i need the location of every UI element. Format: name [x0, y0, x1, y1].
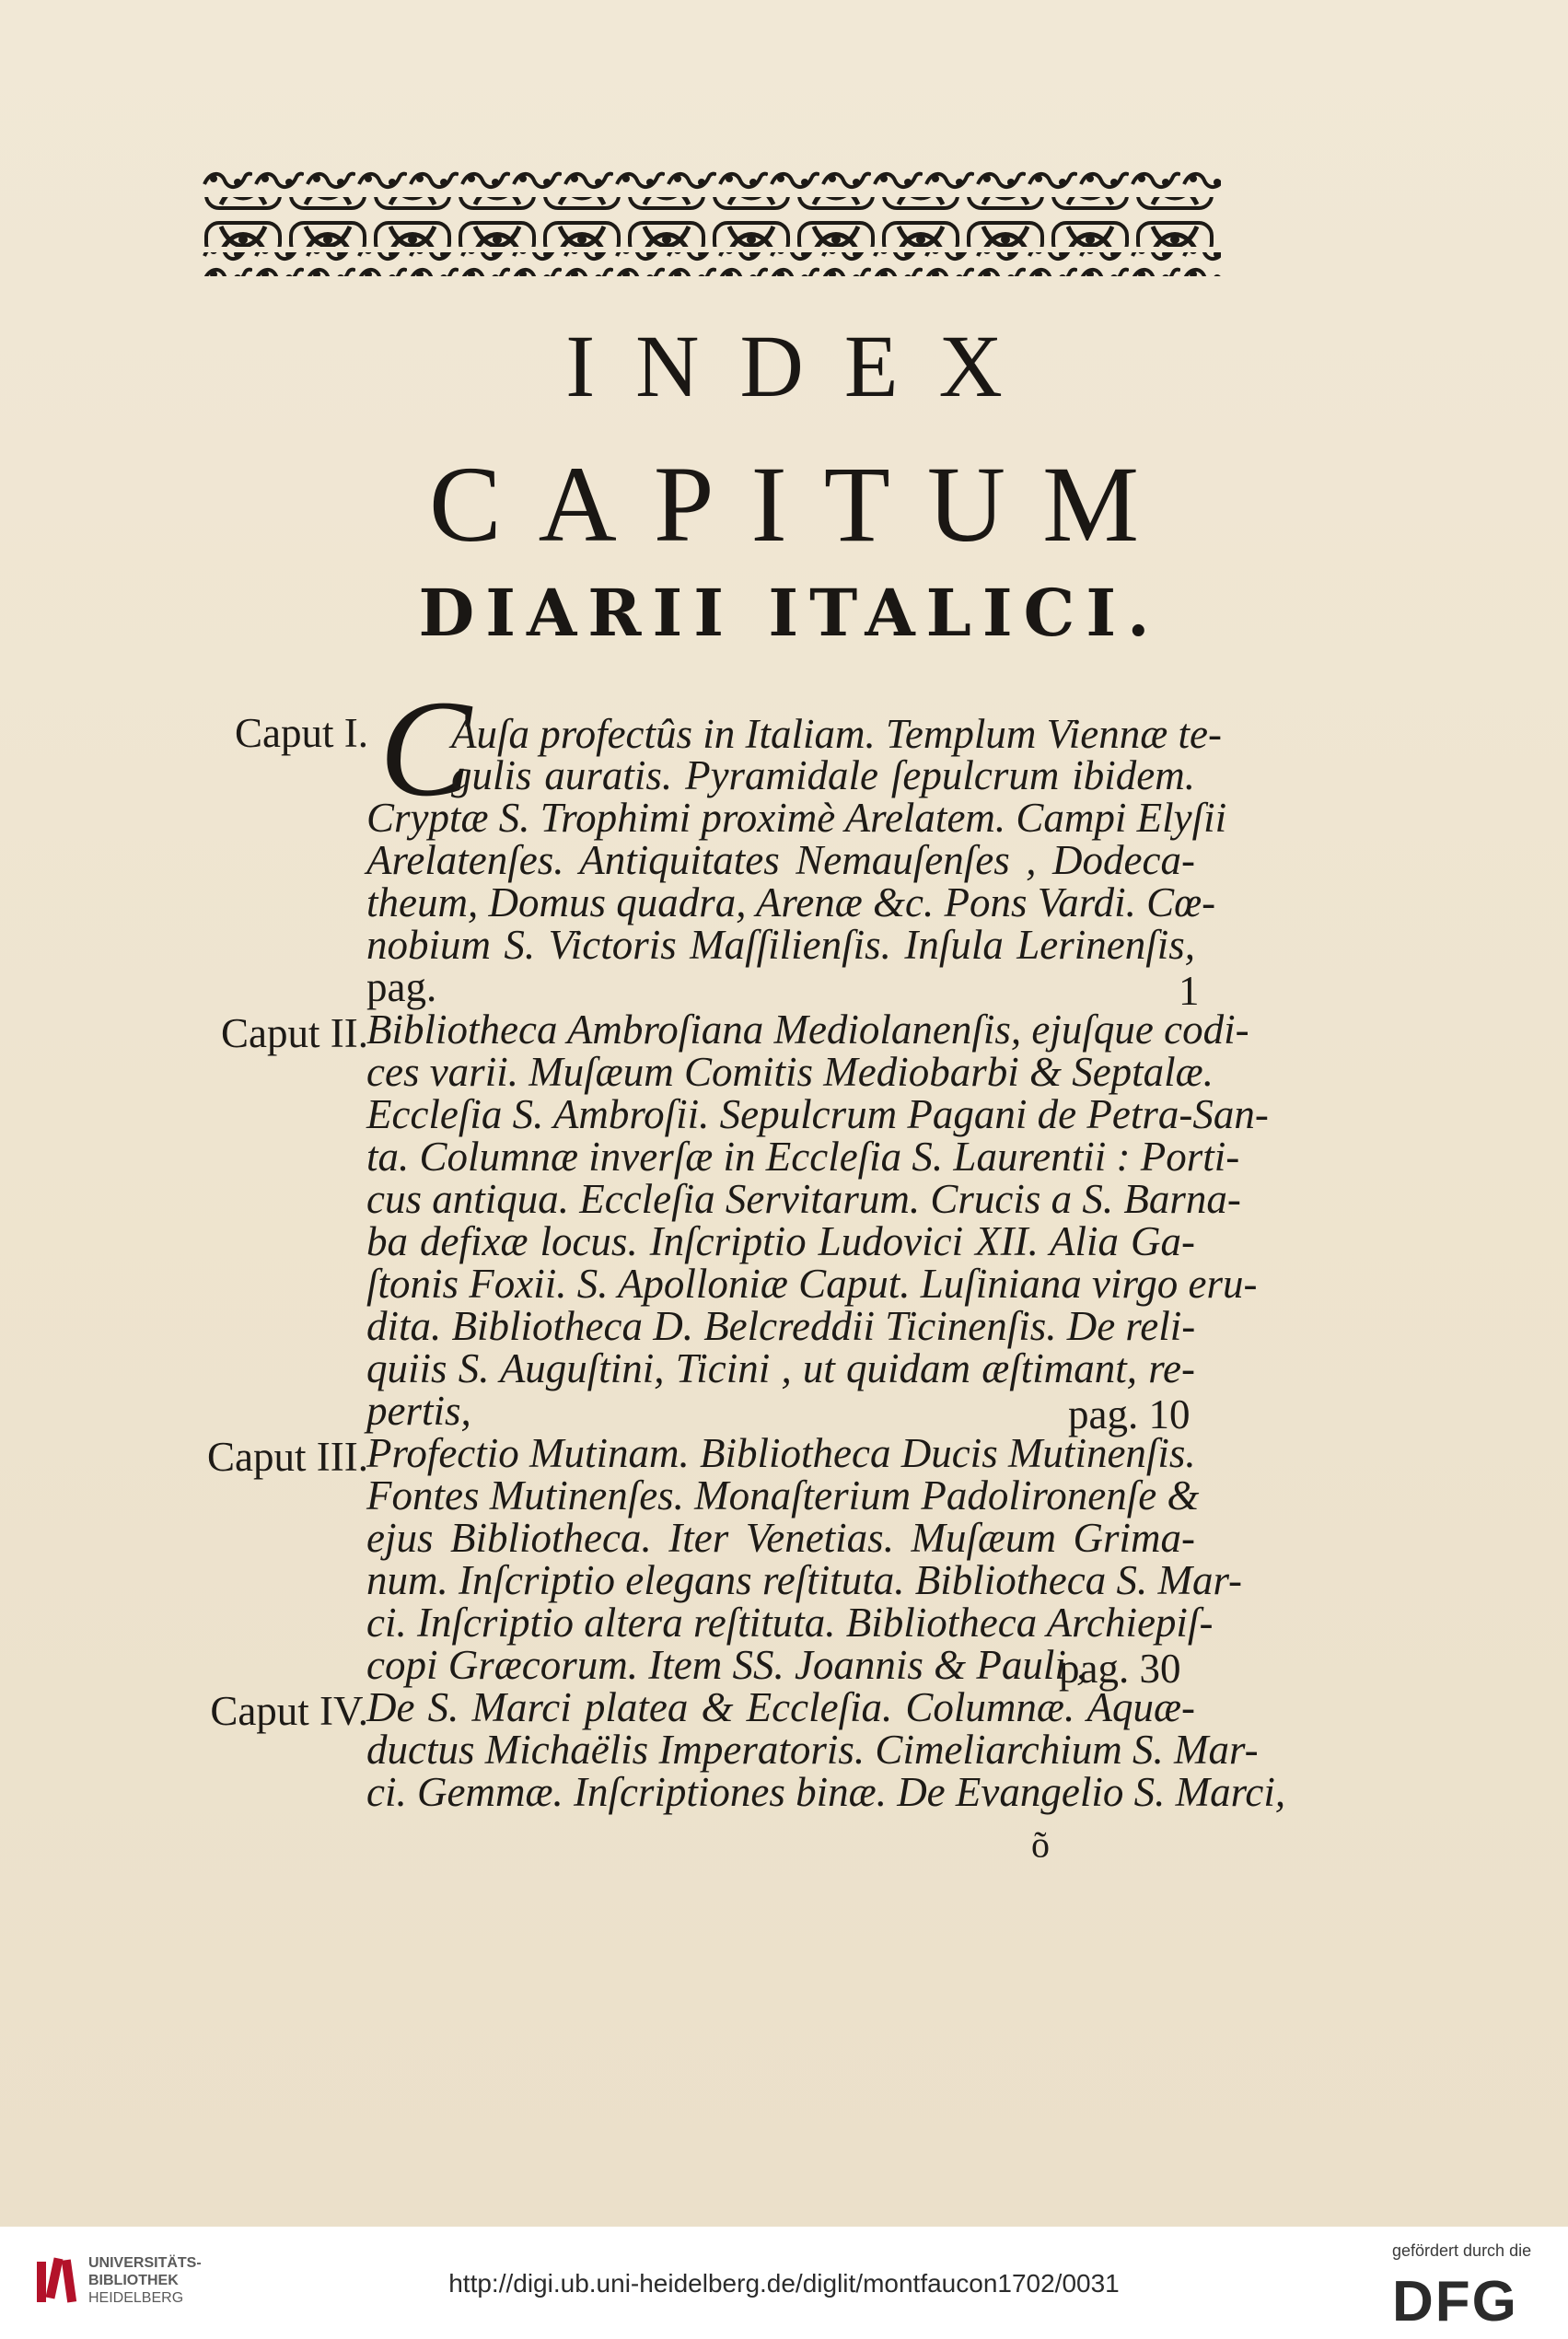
chapter-label: Caput III.	[207, 1434, 368, 1480]
chapter-line: nobium S. Victoris Maſſilienſis. Inſula Lerinenſis,	[366, 922, 1195, 968]
dfg-logo[interactable]: DFG	[1392, 2270, 1518, 2333]
chapter-line: Auſa profectûs in Italiam. Templum Viennæ te-	[451, 711, 1223, 757]
chapter-line: ci. Gemmæ. Inſcriptiones binæ. De Evangelio S. Marci,	[366, 1769, 1286, 1815]
chapter-line: num. Inſcriptio elegans reſtituta. Bibliotheca S. Mar-	[366, 1557, 1243, 1603]
chapter-line: ejus Bibliotheca. Iter Venetias. Muſæum Grima-	[366, 1515, 1195, 1561]
chapter-line: ductus Michaëlis Imperatoris. Cimeliarchium S. Mar-	[366, 1727, 1259, 1773]
chapter-line: ces varii. Muſæum Comitis Mediobarbi & Septalæ.	[366, 1049, 1214, 1095]
catchword: õ	[1031, 1824, 1050, 1866]
page-reference: pag. 30	[1059, 1646, 1181, 1692]
chapter-line: theum, Domus quadra, Arenæ &c. Pons Vardi. Cœ-	[366, 879, 1216, 925]
chapter-line: Fontes Mutinenſes. Monaſterium Padolironenſe &	[366, 1472, 1200, 1519]
chapter-line: dita. Bibliotheca D. Belcreddii Ticinenſis. De reli-	[366, 1303, 1196, 1349]
chapter-line: ci. Inſcriptio altera reſtituta. Bibliotheca Archiepiſ-	[366, 1600, 1214, 1646]
chapter-line: Eccleſia S. Ambroſii. Sepulcrum Pagani de Petra-San-	[366, 1091, 1269, 1137]
permalink-url[interactable]: http://digi.ub.uni-heidelberg.de/diglit/montfaucon1702/0031	[448, 2269, 1120, 2298]
chapter-line: Arelatenſes. Antiquitates Nemauſenſes , Dodeca-	[366, 837, 1195, 883]
chapter-line: Bibliotheca Ambroſiana Mediolanenſis, ejuſque codi-	[366, 1007, 1249, 1053]
funding-caption: gefördert durch die	[1392, 2241, 1532, 2260]
chapter-line: quiis S. Auguſtini, Ticini , ut quidam æſtimant, re-	[366, 1345, 1195, 1391]
chapter-line: cus antiqua. Eccleſia Servitarum. Crucis a S. Barna-	[366, 1176, 1241, 1222]
chapter-line: Profectio Mutinam. Bibliotheca Ducis Mutinenſis.	[366, 1430, 1196, 1476]
page-reference: pag. 10	[1068, 1391, 1191, 1437]
chapter-line: copi Græcorum. Item SS. Joannis & Pauli ,	[366, 1642, 1087, 1688]
chapter-line: pertis,	[366, 1388, 471, 1434]
chapter-line: gulis auratis. Pyramidale ſepulcrum ibidem.	[451, 752, 1195, 798]
drop-capital: C	[379, 672, 472, 825]
chapter-line: Cryptæ S. Trophimi proximè Arelatem. Campi Elyſii	[366, 795, 1227, 841]
chapter-label: Caput I.	[235, 710, 368, 756]
chapter-line: De S. Marci platea & Eccleſia. Columnæ. Aquæ-	[366, 1684, 1195, 1730]
title-index: INDEX	[565, 317, 1043, 415]
library-name: UNIVERSITÄTS- BIBLIOTHEK HEIDELBERG	[88, 2255, 202, 2306]
chapter-line: ba defixæ locus. Inſcriptio Ludovici XII. Alia Ga-	[366, 1218, 1195, 1264]
chapter-line: ſtonis Foxii. S. Apolloniæ Caput. Luſiniana virgo eru-	[366, 1261, 1258, 1307]
page-reference: 1	[1179, 968, 1200, 1014]
title-diarii-italici: DIARII ITALICI.	[418, 575, 1161, 651]
title-capitum: CAPITUM	[428, 444, 1177, 564]
chapter-label: Caput II.	[221, 1010, 368, 1056]
viewer-footer	[0, 2227, 1568, 2339]
chapter-line: ta. Columnæ inverſæ in Eccleſia S. Laurentii : Porti-	[366, 1134, 1240, 1180]
chapter-label: Caput IV.	[210, 1688, 368, 1734]
chapter-line: pag.	[366, 964, 437, 1010]
